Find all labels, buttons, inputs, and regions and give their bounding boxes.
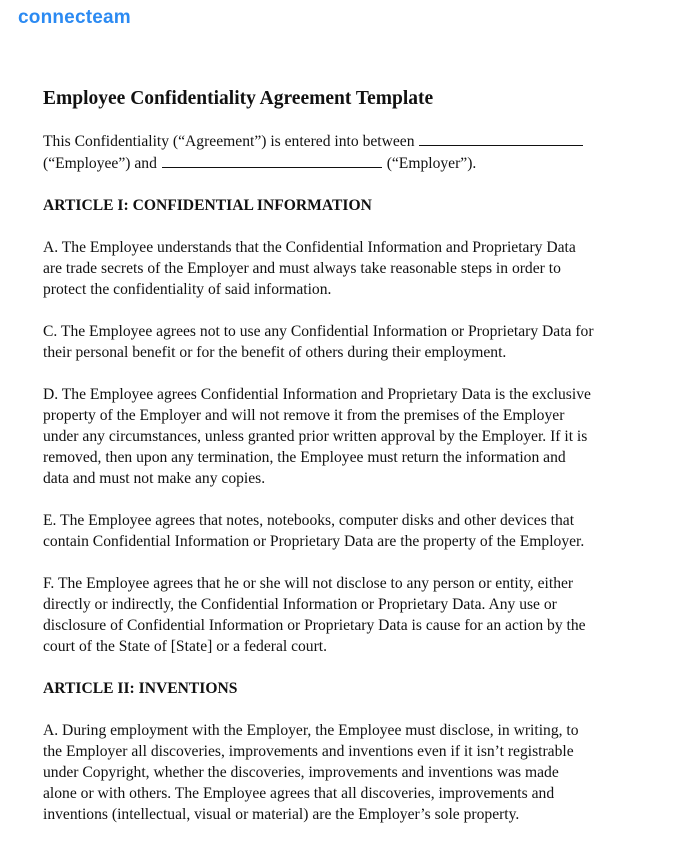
intro-text-3: (“Employer”). (386, 155, 477, 172)
article-1-paragraph-c: C. The Employee agrees not to use any Confidential Information or Proprietary Data for their personal benefit or for the benefit of others during their employment. (43, 323, 594, 361)
document-body (43, 86, 667, 846)
employee-name-blank[interactable] (419, 130, 583, 146)
employer-name-blank[interactable] (162, 152, 382, 168)
document-title: Employee Confidentiality Agreement Template (43, 88, 434, 109)
connecteam-logo: connecteam (18, 7, 131, 28)
intro-text-1: This Confidentiality (“Agreement”) is entered into between (43, 133, 415, 150)
article-1-heading: ARTICLE I: CONFIDENTIAL INFORMATION (43, 197, 372, 214)
article-2-heading: ARTICLE II: INVENTIONS (43, 680, 238, 697)
intro-paragraph (43, 130, 667, 174)
article-1-paragraph-a: A. The Employee understands that the Confidential Information and Proprietary Data are trade secrets of the Employer and must always take reasonable steps in order to protect the confidentiality of said information. (43, 239, 576, 298)
article-1-paragraph-f: F. The Employee agrees that he or she will not disclose to any person or entity, either directly or indirectly, the Confidential Information or Proprietary Data. Any use or disclosure of Confidential Information or Proprietary Data is cause for an action by the court of the State of [State] or a federal court. (43, 575, 586, 655)
intro-text-2: (“Employee”) and (43, 155, 157, 172)
article-2-paragraph-a: A. During employment with the Employer, the Employee must disclose, in writing, to the Employer all discoveries, improvements and inventions even if it isn’t registrable under Copyright, whether the discoveries, improvements and inventions was made alone or with others. The Employee agrees that all discoveries, improvements and inventions (intellectual, visual or material) are the Employer’s sole property. (43, 722, 579, 823)
article-1-paragraph-e: E. The Employee agrees that notes, notebooks, computer disks and other devices that contain Confidential Information or Proprietary Data are the property of the Employer. (43, 512, 585, 550)
article-1-paragraph-d: D. The Employee agrees Confidential Information and Proprietary Data is the exclusive property of the Employer and will not remove it from the premises of the Employer under any circumstances, unless granted prior written approval by the Employer. If it is removed, then upon any termination, the Employee must return the information and data and must not make any copies. (43, 386, 591, 487)
